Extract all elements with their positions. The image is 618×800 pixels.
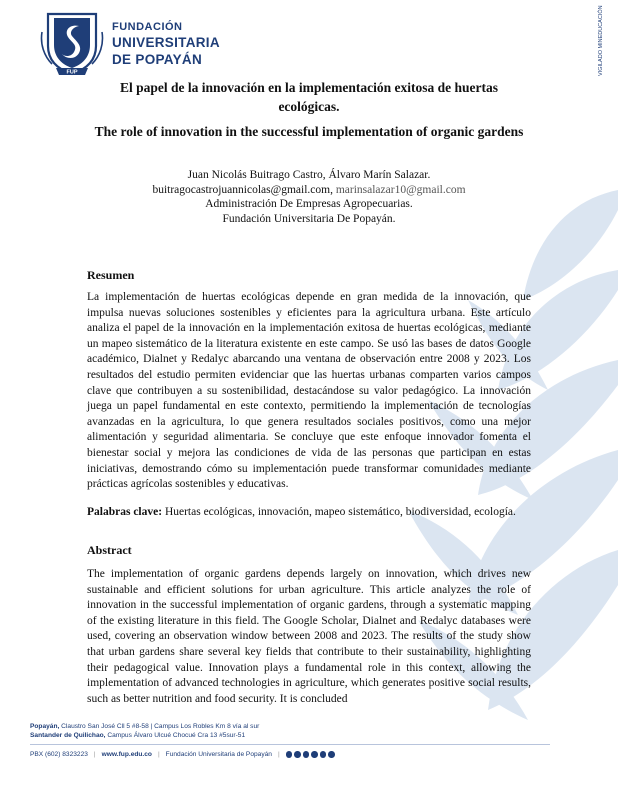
header-logo (40, 10, 290, 80)
youtube-icon[interactable] (311, 751, 318, 758)
author-block (90, 168, 528, 226)
abstract-text: The implementation of organic gardens depends largely on innovation, which drives new sustainable and efficient solutions for urban agriculture. This article analyzes the role of innovation in the successful implementation of organic gardens, through a systematic mapping of the existing literature in this field. The Google Scholar, Dialnet and Redalyc databases were used, covering an observation window between 2008 and 2023. The results of the study show that urban gardens share several key fields that contribute to their sustainability, highlighting their pedagogical value. Innovation plays a fundamental role in this context, allowing the implementation of advanced technologies in agriculture, which generates positive social results, such as better nutrition and food security. It is concluded (87, 568, 531, 705)
abstract-heading: Abstract (87, 543, 132, 557)
title-english: The role of innovation in the successful implementation of organic gardens (94, 124, 524, 139)
footer-contact (30, 751, 335, 758)
author-email-2: marinsalazar10@gmail.com (335, 183, 466, 196)
twitter-icon[interactable] (303, 751, 310, 758)
footer-city-1: Popayán, (30, 723, 60, 730)
instagram-icon[interactable] (294, 751, 301, 758)
author-names: Juan Nicolás Buitrago Castro, Álvaro Marín Salazar. (187, 169, 431, 181)
logo-wordmark (112, 22, 220, 66)
footer-phone: PBX (602) 8323223 (30, 751, 88, 758)
author-institution: Fundación Universitaria De Popayán. (222, 212, 396, 225)
tiktok-icon[interactable] (320, 751, 327, 758)
resumen-text: La implementación de huertas ecológicas depende en gran medida de la innovación, que impulsa nuevas soluciones sostenibles y eficientes para la agricultura urbana. Este artículo analiza el papel de la innovación en la implementación exitosa de huertas ecológicas, mediante un mapeo sistemático de la literatura existente en este campo. Se usó las bases de datos Google académico, Dialnet y Redalyc abarcando una ventana de observación entre 2008 y 2023. Los resultados del estudio permiten evidenciar que las huertas urbanas comparten varios campos clave que contribuyen a su sostenibilidad, destacándose su valor pedagógico. La innovación juega un papel fundamental en este contexto, permitiendo la implementación de tecnologías avanzadas en la agricultura, lo que genera resultados sociales positivos, como una mejor alimentación y seguridad alimentaria. Se concluye que este enfoque innovador fomenta el bienestar social y mejora las condiciones de vida de las personas que participan en estas iniciativas, demostrando cómo su implementación puede transformar comunidades mediante prácticas agrícolas sostenibles y educativas. (87, 291, 531, 491)
footer-name: Fundación Universitaria de Popayán (165, 751, 272, 758)
keywords-label: Palabras clave: (87, 506, 163, 518)
footer-address-1: Claustro San José Cll 5 #8-58 | Campus Los Robles Km 8 vía al sur (61, 723, 260, 730)
facebook-icon[interactable] (286, 751, 293, 758)
footer-website-link[interactable]: www.fup.edu.co (101, 751, 152, 758)
author-emails (90, 183, 528, 198)
logo-ribbon-text: FUP (66, 69, 78, 76)
vigilado-badge (597, 6, 611, 76)
footer-city-2: Santander de Quilichao, (30, 732, 106, 739)
footer-line-1 (30, 722, 590, 731)
footer-line-2 (30, 731, 590, 740)
footer-addresses (30, 722, 590, 740)
university-shield-icon (40, 10, 104, 76)
social-icons (286, 751, 335, 758)
footer-address-2: Campus Álvaro Ulcué Chocué Cra 13 #5sur-51 (107, 732, 246, 739)
keywords (87, 505, 531, 520)
vigilado-badge-text: VIGILADO MINEDUCACIÓN (598, 5, 604, 76)
footer-divider (30, 744, 550, 745)
author-program: Administración De Empresas Agropecuarias. (205, 198, 413, 210)
keywords-text: Huertas ecológicas, innovación, mapeo sistemático, biodiversidad, ecología. (164, 506, 516, 518)
logo-line-2: UNIVERSITARIA (112, 35, 220, 50)
footer-separator: | (93, 751, 96, 758)
resumen-heading: Resumen (87, 268, 135, 282)
footer-separator: | (277, 751, 280, 758)
logo-line-3: DE POPAYÁN (112, 51, 203, 67)
linkedin-icon[interactable] (328, 751, 335, 758)
footer-separator: | (157, 751, 160, 758)
title-spanish: El papel de la innovación en la implementación exitosa de huertas ecológicas. (119, 80, 498, 114)
logo-line-1: FUNDACIÓN (112, 21, 183, 33)
author-email-1: buitragocastrojuannicolas@gmail.com, (152, 183, 333, 196)
